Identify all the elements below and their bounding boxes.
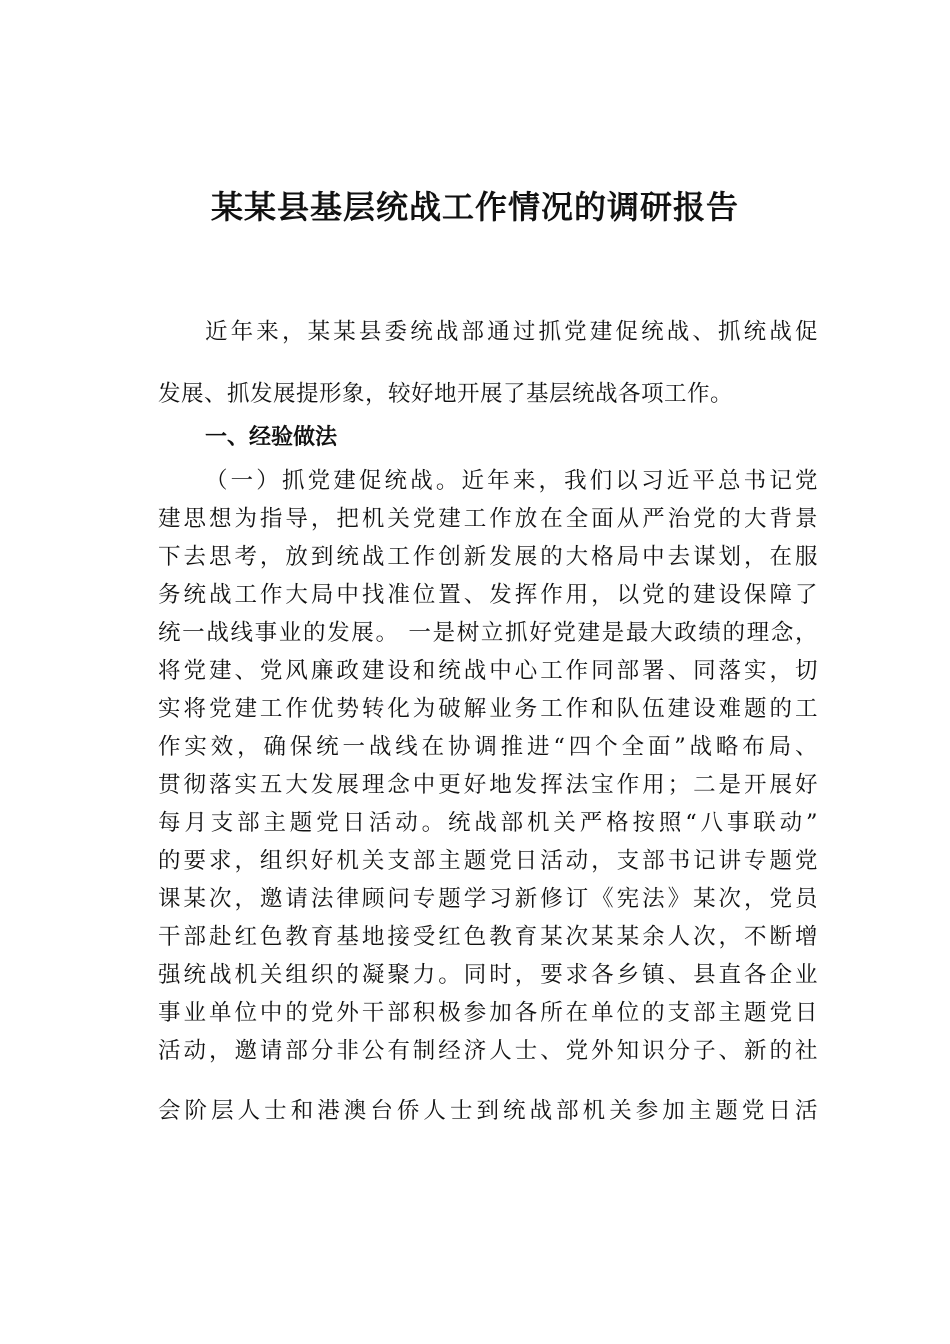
body-line: 活动，邀请部分非公有制经济人士、党外知识分子、新的社 (158, 1038, 818, 1064)
body-line: 将党建、党风廉政建设和统战中心工作同部署、同落实，切 (158, 658, 818, 684)
body-line: 建思想为指导，把机关党建工作放在全面从严治党的大背景 (158, 506, 818, 532)
body-line: 务统战工作大局中找准位置、发挥作用，以党的建设保障了 (158, 582, 818, 608)
body-line: 干部赴红色教育基地接受红色教育某次某某余人次，不断增 (158, 924, 818, 950)
body-line: 每月支部主题党日活动。统战部机关严格按照“八事联动” (158, 810, 818, 836)
section-heading: 一、经验做法 (205, 425, 338, 450)
body-line: 下去思考，放到统战工作创新发展的大格局中去谋划，在服 (158, 544, 818, 570)
body-line: 作实效，确保统一战线在协调推进“四个全面”战略布局、 (158, 734, 818, 760)
body-line: 统一战线事业的发展。 一是树立抓好党建是最大政绩的理念， (158, 620, 818, 646)
body-line: 强统战机关组织的凝聚力。同时，要求各乡镇、县直各企业 (158, 962, 818, 988)
body-line: 贯彻落实五大发展理念中更好地发挥法宝作用；二是开展好 (158, 772, 818, 798)
body-line: 的要求，组织好机关支部主题党日活动，支部书记讲专题党 (158, 848, 818, 874)
document-title: 某某县基层统战工作情况的调研报告 (210, 188, 739, 226)
body-line: 实将党建工作优势转化为破解业务工作和队伍建设难题的工 (158, 696, 818, 722)
body-line: 事业单位中的党外干部积极参加各所在单位的支部主题党日 (158, 1000, 818, 1026)
body-line: （一）抓党建促统战。近年来，我们以习近平总书记党 (205, 468, 818, 494)
body-line: 会阶层人士和港澳台侨人士到统战部机关参加主题党日活 (158, 1098, 818, 1124)
intro-line-1: 近年来，某某县委统战部通过抓党建促统战、抓统战促 (205, 319, 818, 345)
body-line: 课某次，邀请法律顾问专题学习新修订《宪法》某次，党员 (158, 886, 818, 912)
intro-line-2: 发展、抓发展提形象，较好地开展了基层统战各项工作。 (158, 381, 734, 407)
